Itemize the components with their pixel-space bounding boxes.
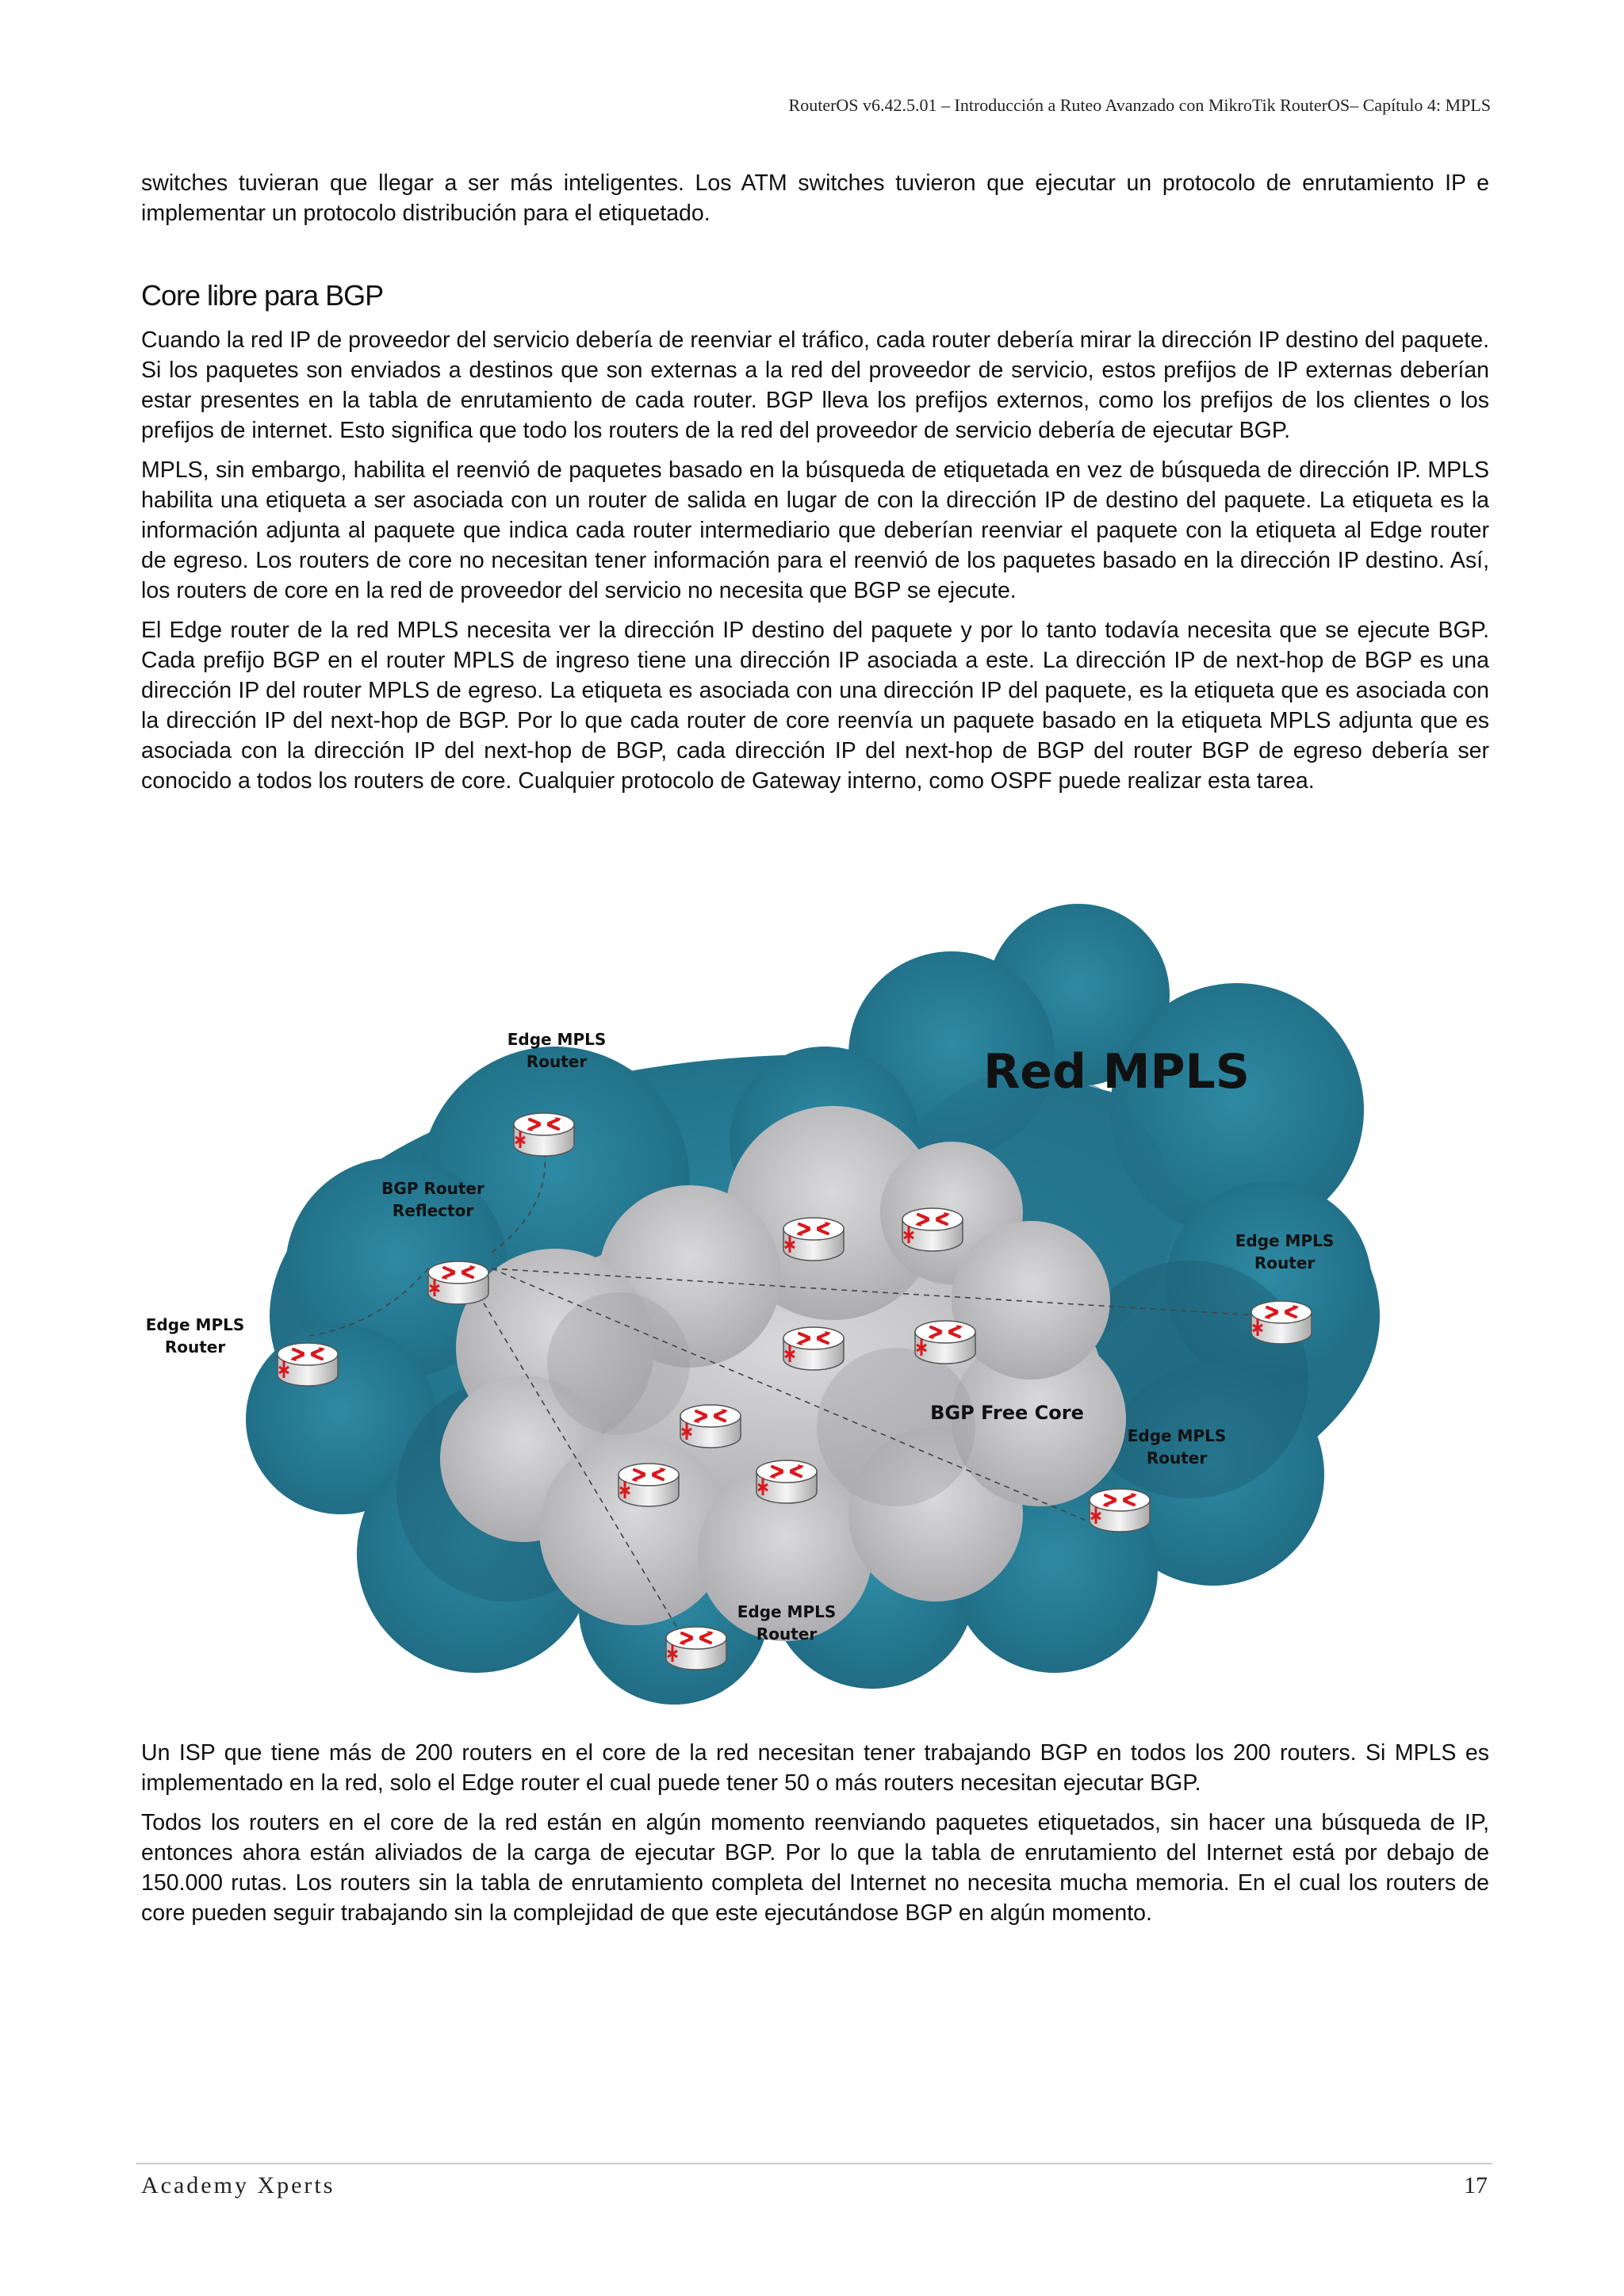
router-icon: [428, 1261, 488, 1304]
edge-label-right: Edge MPLS: [1235, 1231, 1335, 1250]
footer-publisher: Academy Xperts: [141, 2172, 335, 2198]
edge-label-bottom: Router: [756, 1624, 818, 1644]
intro-paragraph: switches tuvieran que llegar a ser más inteligentes. Los ATM switches tuvieron que ejecutar un protocolo de enrutamiento IP e implementar un protocolo distribución para el etiquetado.: [141, 170, 1489, 226]
closing-block: [141, 1738, 1489, 1938]
mpls-diagram: [0, 872, 1624, 1712]
reflector-label: BGP Router: [381, 1179, 485, 1198]
body-paragraph: El Edge router de la red MPLS necesita ver la dirección IP destino del paquete y por lo tanto todavía necesita que se ejecute BGP. Cada prefijo BGP en el router MPLS de ingreso tiene una dirección IP asociada a este. La dirección IP de next-hop de BGP es una dirección IP del router MPLS de egreso. La etiqueta es asociada con una dirección IP del paquete, es la etiqueta que es asociada con la dirección IP del next-hop de BGP. Por lo que cada router de core reenvía un paquete basado en la etiqueta MPLS adjunta que es asociada con la dirección IP del next-hop de BGP, cada dirección IP del next-hop de BGP del router BGP de egreso debería ser conocido a todos los routers de core. Cualquier protocolo de Gateway interno, como OSPF puede realizar esta tarea.: [141, 618, 1489, 794]
footer-divider: [136, 2163, 1492, 2164]
edge-label-right: Router: [1254, 1253, 1316, 1272]
section-block: [141, 279, 1489, 806]
router-icon: [1090, 1489, 1150, 1532]
mpls-network-figure: [0, 872, 1624, 1712]
page-number: 17: [1464, 2172, 1488, 2198]
body-paragraph: MPLS, sin embargo, habilita el reenvió de paquetes basado en la búsqueda de etiquetada en vez de búsqueda de dirección IP. MPLS habilita una etiqueta a ser asociada con un router de salida en lugar de con la dirección IP de destino del paquete. La etiqueta es la información adjunta al paquete que indica cada router intermediario que deberían reenviar el paquete con la etiqueta al Edge router de egreso. Los routers de core no necesitan tener información para el reenvió de los paquetes basado en la dirección IP destino. Así, los routers de core en la red de proveedor del servicio no necesita que BGP se ejecute.: [141, 457, 1489, 603]
figure-title: Red MPLS: [983, 1044, 1250, 1100]
body-paragraph: Cuando la red IP de proveedor del servicio debería de reenviar el tráfico, cada router debería mirar la dirección IP destino del paquete. Si los paquetes son enviados a destinos que son externas a la red del proveedor de servicio, estos prefijos de IP externas deberían estar presentes en la tabla de enrutamiento de cada router. BGP lleva los prefijos externos, como los prefijos de los clientes o los prefijos de internet. Esto significa que todo los routers de la red del proveedor de servicio debería de ejecutar BGP.: [141, 327, 1489, 443]
router-icon: [902, 1208, 963, 1251]
router-icon: [278, 1343, 338, 1386]
router-icon: [680, 1405, 741, 1448]
body-paragraph: Un ISP que tiene más de 200 routers en el core de la red necesitan tener trabajando BGP en todos los 200 routers. Si MPLS es implementado en la red, solo el Edge router el cual puede tener 50 o más routers necesitan ejecutar BGP.: [141, 1740, 1489, 1796]
router-icon: [915, 1321, 975, 1364]
router-icon: [619, 1464, 679, 1506]
reflector-label: Reflector: [392, 1201, 474, 1220]
running-header: RouterOS v6.42.5.01 – Introducción a Ruteo Avanzado con MikroTik RouterOS– Capítulo 4: MPLS: [788, 95, 1491, 115]
intro-block: [141, 168, 1489, 238]
core-label: BGP Free Core: [930, 1402, 1084, 1424]
edge-label-bottom-right: Edge MPLS: [1127, 1426, 1227, 1445]
section-heading: Core libre para BGP: [141, 279, 384, 312]
router-icon: [783, 1327, 844, 1370]
edge-label-left: Router: [164, 1337, 226, 1357]
router-icon: [1251, 1301, 1312, 1344]
router-icon: [514, 1113, 574, 1156]
body-paragraph: Todos los routers en el core de la red están en algún momento reenviando paquetes etiquetados, sin hacer una búsqueda de IP, entonces ahora están aliviados de la carga de ejecutar BGP. Por lo que la tabla de enrutamiento del Internet está por debajo de 150.000 rutas. Los routers sin la tabla de enrutamiento completa del Internet no necesita mucha memoria. En el cual los routers de core pueden seguir trabajando sin la complejidad de que este ejecutándose BGP en algún momento.: [141, 1810, 1489, 1926]
router-icon: [783, 1218, 844, 1261]
edge-label-bottom: Edge MPLS: [737, 1602, 837, 1621]
edge-label-left: Edge MPLS: [145, 1315, 245, 1334]
edge-label-bottom-right: Router: [1146, 1448, 1208, 1468]
edge-label-top: Edge MPLS: [507, 1030, 607, 1049]
router-icon: [756, 1460, 817, 1503]
edge-label-top: Router: [526, 1052, 588, 1071]
router-icon: [666, 1627, 726, 1670]
